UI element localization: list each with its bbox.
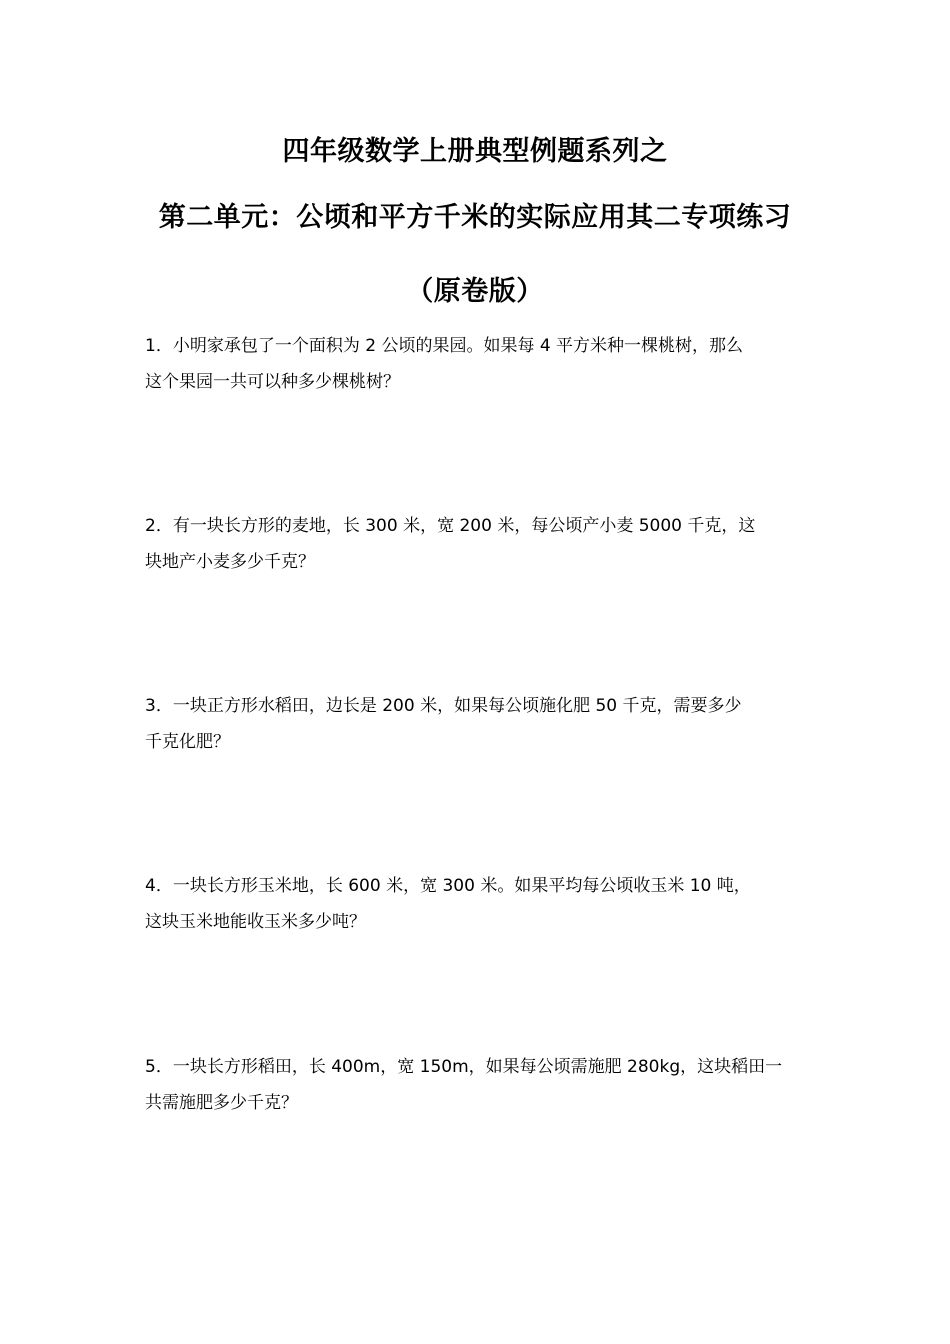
document-title-edition: （原卷版） [406, 276, 544, 307]
question-2 [145, 508, 815, 580]
question-1 [145, 328, 815, 400]
question-1-line-1: 1．小明家承包了一个面积为 2 公顷的果园。如果每 4 平方米种一棵桃树，那么 [145, 336, 744, 356]
question-3 [145, 688, 815, 760]
question-2-line-1: 2．有一块长方形的麦地，长 300 米，宽 200 米，每公顷产小麦 5000 千克，这 [145, 516, 756, 536]
question-1-line-2: 这个果园一共可以种多少棵桃树？ [145, 372, 400, 392]
question-5-line-1: 5．一块长方形稻田，长 400m，宽 150m，如果每公顷需施肥 280kg，这块稻田一 [145, 1057, 783, 1077]
question-3-line-2: 千克化肥？ [145, 732, 230, 752]
question-4-line-1: 4．一块长方形玉米地，长 600 米，宽 300 米。如果平均每公顷收玉米 10 吨， [145, 876, 751, 896]
question-5-line-2: 共需施肥多少千克？ [145, 1093, 298, 1113]
question-3-line-1: 3．一块正方形水稻田，边长是 200 米，如果每公顷施化肥 50 千克，需要多少 [145, 696, 742, 716]
question-2-line-2: 块地产小麦多少千克？ [145, 552, 315, 572]
question-4-line-2: 这块玉米地能收玉米多少吨？ [145, 912, 366, 932]
document-title-series: 四年级数学上册典型例题系列之 [282, 136, 668, 167]
document-title-unit: 第二单元：公顷和平方千米的实际应用其二专项练习 [158, 202, 792, 233]
question-5 [145, 1049, 815, 1121]
question-4 [145, 868, 815, 940]
